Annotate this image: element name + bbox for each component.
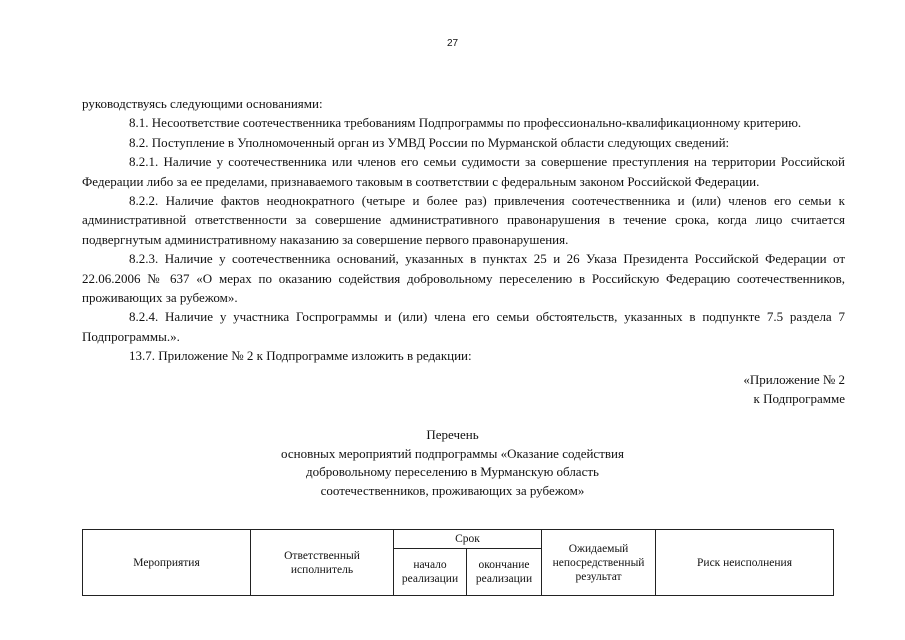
list-subtitle-line-2: добровольному переселению в Мурманскую область — [306, 464, 599, 479]
paragraph-intro: руководствуясь следующими основаниями: — [82, 96, 323, 111]
list-heading — [0, 426, 905, 500]
measures-table — [82, 529, 834, 596]
header-expected-result: Ожидаемый непосредственный результат — [542, 530, 656, 596]
paragraph-8-1: 8.1. Несоответствие соотечественника требованиям Подпрограммы по профессионально-квалификационному критерию. — [129, 115, 802, 131]
paragraph-8-2-3: 8.2.3. Наличие у соотечественника оснований, указанных в пунктах 25 и 26 Указа Президента Российской Федерации от 22.06.2006 № 637 «О мерах по оказанию содействия добровольному переселению в Российскую Федерацию соотечественников, проживающих за рубежом». — [82, 251, 845, 306]
appendix-ref-line-2: к Подпрограмме — [753, 391, 845, 407]
paragraph-13-7: 13.7. Приложение № 2 к Подпрограмме изложить в редакции: — [129, 348, 472, 364]
appendix-reference — [743, 370, 845, 409]
appendix-ref-line-1: «Приложение № 2 — [743, 372, 845, 387]
paragraph-8-2: 8.2. Поступление в Уполномоченный орган из УМВД России по Мурманской области следующих сведений: — [129, 134, 730, 150]
body-text — [82, 94, 845, 366]
header-measures: Мероприятия — [83, 530, 251, 596]
list-subtitle-line-3: соотечественников, проживающих за рубежом» — [320, 482, 585, 498]
header-responsible: Ответственный исполнитель — [251, 530, 394, 596]
list-title: Перечень — [426, 427, 479, 442]
header-risk: Риск неисполнения — [656, 530, 834, 596]
header-term: Срок — [394, 530, 542, 549]
paragraph-8-2-2: 8.2.2. Наличие фактов неоднократного (четыре и более раз) привлечения соотечественника и (или) членов его семьи к административной ответственности за совершение административного правонарушения в течение срока, когда лицо считается подвергнутым административному наказанию за совершение первого правонарушения. — [82, 193, 845, 247]
paragraph-8-2-4: 8.2.4. Наличие у участника Госпрограммы и (или) члена его семьи обстоятельств, указанных в подпункте 7.5 раздела 7 Подпрограммы.». — [82, 309, 845, 344]
table-header-row — [83, 530, 834, 549]
page-number: 27 — [446, 38, 459, 49]
list-subtitle-line-1: основных мероприятий подпрограммы «Оказание содействия — [281, 445, 624, 461]
paragraph-8-2-1: 8.2.1. Наличие у соотечественника или членов его семьи судимости за совершение преступления на территории Российской Федерации либо за ее пределами, признаваемого таковым в соответствии с федеральным законом Российской Федерации. — [82, 154, 845, 189]
header-term-start: начало реализации — [394, 549, 467, 596]
header-term-end: окончание реализации — [467, 549, 542, 596]
